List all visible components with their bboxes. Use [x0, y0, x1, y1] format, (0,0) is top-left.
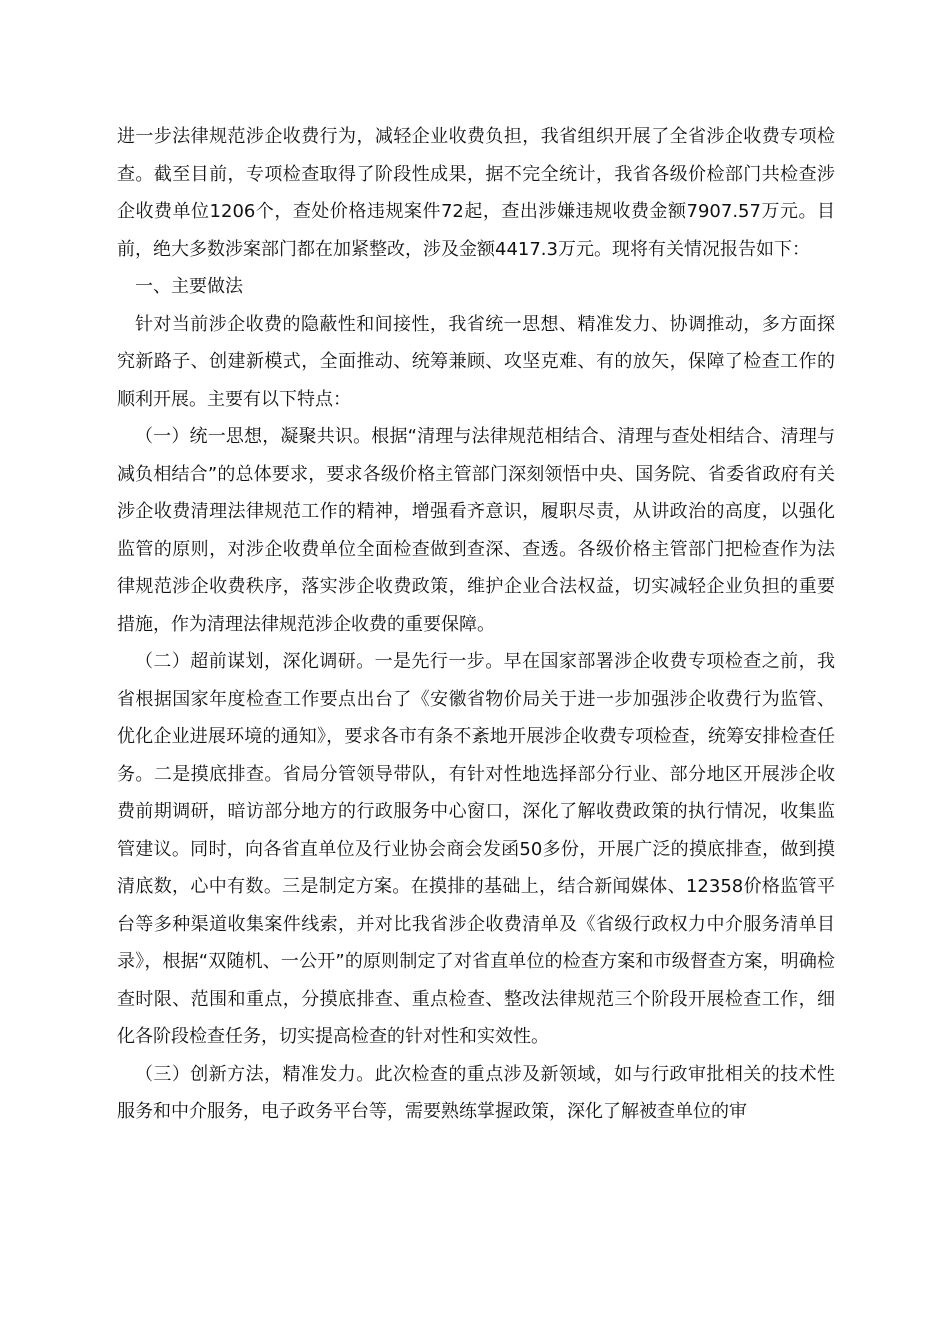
paragraph-point-two: （二）超前谋划，深化调研。一是先行一步。早在国家部署涉企收费专项检查之前，我省根据国家年度检查工作要点出台了《安徽省物价局关于进一步加强涉企收费行为监管、优化企业进展环境的通知》，要求各市有条不紊地开展涉企收费专项检查，统筹安排检查任务。二是摸底排查。省局分管领导带队，有针对性地选择部分行业、部分地区开展涉企收费前期调研，暗访部分地方的行政服务中心窗口，深化了解收费政策的执行情况，收集监管建议。同时，向各省直单位及行业协会商会发函50多份，开展广泛的摸底排查，做到摸清底数，心中有数。三是制定方案。在摸排的基础上，结合新闻媒体、12358价格监管平台等多种渠道收集案件线索，并对比我省涉企收费清单及《省级行政权力中介服务清单目录》，根据“双随机、一公开”的原则制定了对省直单位的检查方案和市级督查方案，明确检查时限、范围和重点，分摸底排查、重点检查、整改法律规范三个阶段开展检查工作，细化各阶段检查任务，切实提高检查的针对性和实效性。 [117, 651, 835, 1047]
section-heading-main-practices: 一、主要做法 [135, 276, 243, 297]
document-page [117, 118, 835, 1131]
paragraph-intro: 进一步法律规范涉企收费行为，减轻企业收费负担，我省组织开展了全省涉企收费专项检查。截至目前，专项检查取得了阶段性成果，据不完全统计，我省各级价检部门共检查涉企收费单位1206个，查处价格违规案件72起，查出涉嫌违规收费金额7907.57万元。目前，绝大多数涉案部门都在加紧整改，涉及金额4417.3万元。现将有关情况报告如下： [117, 126, 835, 260]
paragraph-overview: 针对当前涉企收费的隐蔽性和间接性，我省统一思想、精准发力、协调推动，多方面探究新路子、创建新模式，全面推动、统筹兼顾、攻坚克难、有的放矢，保障了检查工作的顺利开展。主要有以下特点： [117, 313, 835, 410]
paragraph-point-three: （三）创新方法，精准发力。此次检查的重点涉及新领域，如与行政审批相关的技术性服务和中介服务，电子政务平台等，需要熟练掌握政策，深化了解被查单位的审 [117, 1063, 835, 1122]
paragraph-point-one: （一）统一思想，凝聚共识。根据“清理与法律规范相结合、清理与查处相结合、清理与减负相结合”的总体要求，要求各级价格主管部门深刻领悟中央、国务院、省委省政府有关涉企收费清理法律规范工作的精神，增强看齐意识，履职尽责，从讲政治的高度，以强化监管的原则，对涉企收费单位全面检查做到查深、查透。各级价格主管部门把检查作为法律规范涉企收费秩序，落实涉企收费政策，维护企业合法权益，切实减轻企业负担的重要措施，作为清理法律规范涉企收费的重要保障。 [117, 426, 835, 635]
